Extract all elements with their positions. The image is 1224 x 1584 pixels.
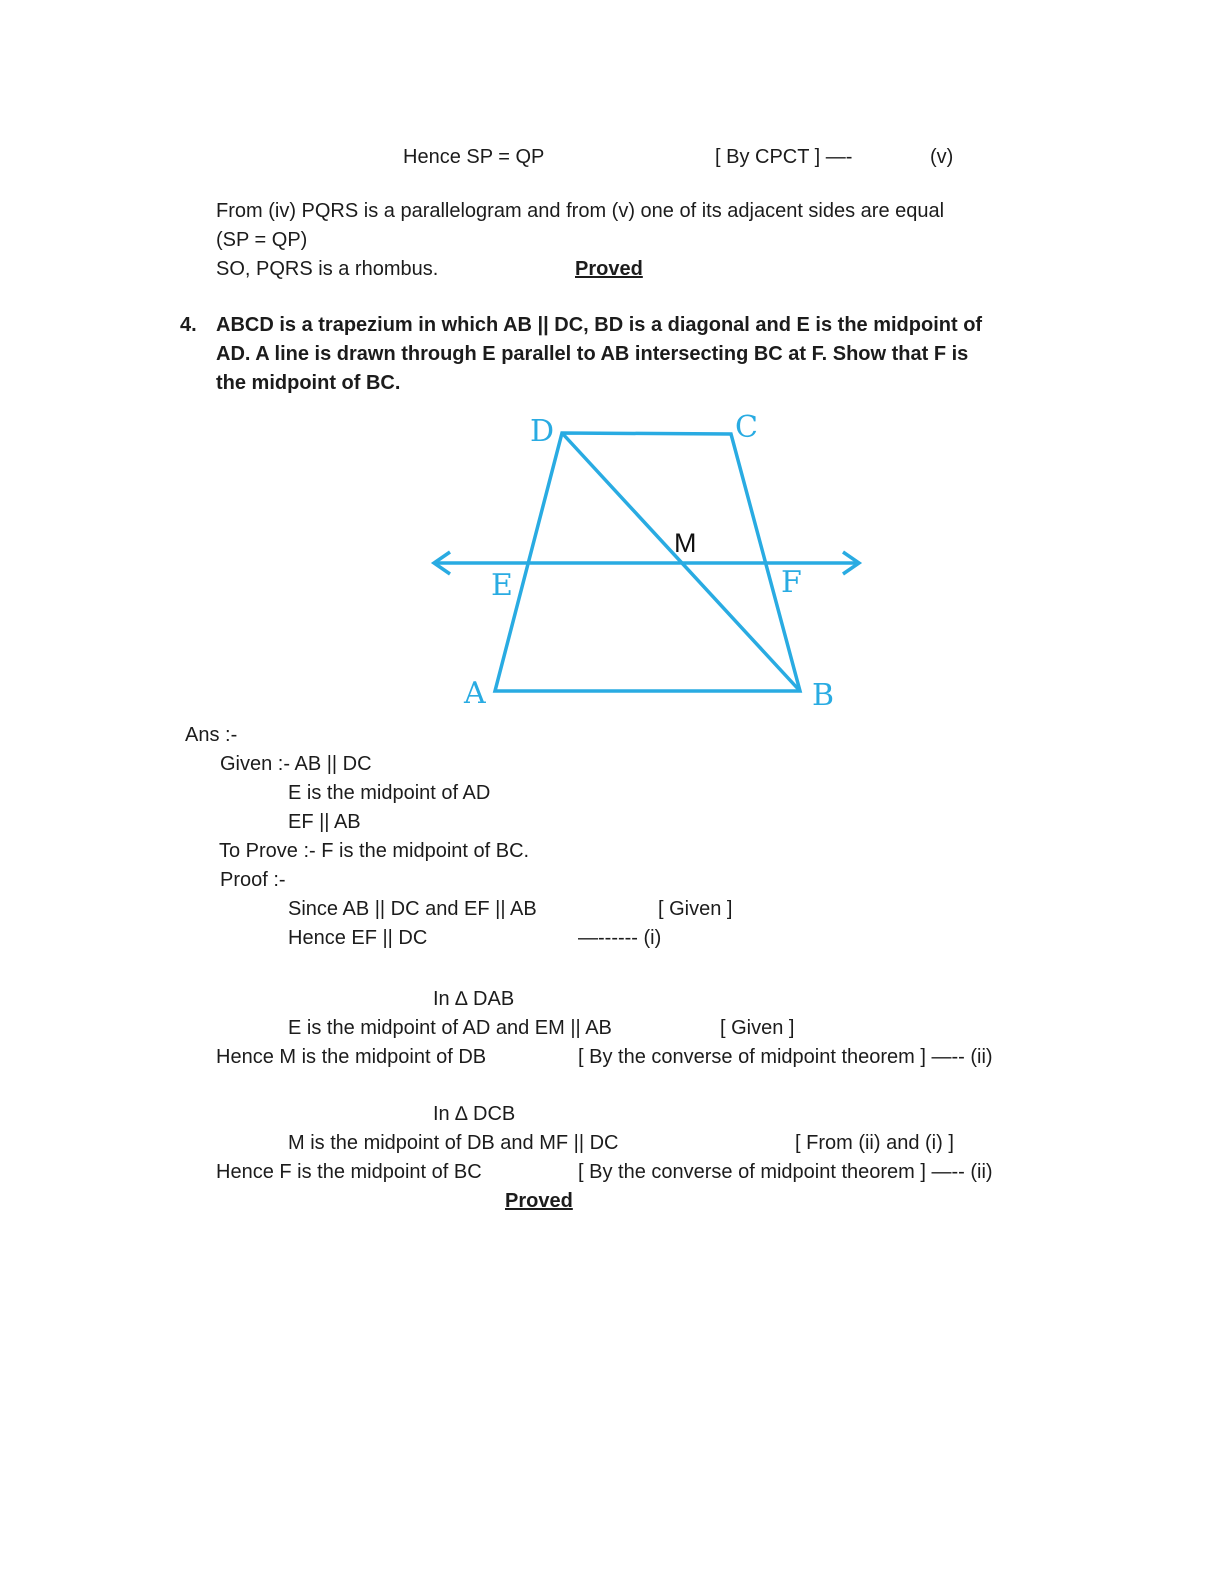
- point-label-m: M: [674, 528, 697, 558]
- question-line1: ABCD is a trapezium in which AB || DC, BD is a diagonal and E is the midpoint of: [216, 314, 983, 336]
- triangle2-heading: In ∆ DCB: [433, 1103, 516, 1125]
- ans-label: Ans :-: [185, 724, 238, 746]
- given-line2: E is the midpoint of AD: [288, 782, 491, 804]
- question-number: 4.: [180, 314, 197, 336]
- proof-step6-text: Hence F is the midpoint of BC: [216, 1161, 482, 1183]
- vertex-label-b: B: [812, 678, 835, 713]
- question-line3: the midpoint of BC.: [216, 372, 401, 394]
- proof-step3-ref: [ Given ]: [720, 1017, 795, 1039]
- vertex-label-c: C: [735, 410, 758, 445]
- given-line3: EF || AB: [288, 811, 361, 833]
- prev-statement: Hence SP = QP: [403, 146, 545, 168]
- proof-step6-ref: [ By the converse of midpoint theorem ] —-- (ii): [578, 1161, 993, 1183]
- point-label-f: F: [781, 565, 802, 600]
- prev-paragraph-line1: From (iv) PQRS is a parallelogram and from (v) one of its adjacent sides are equal: [216, 200, 945, 222]
- prev-proved-label: Proved: [575, 258, 643, 280]
- triangle1-heading: In ∆ DAB: [433, 988, 515, 1010]
- proof-step2-ref: —------ (i): [578, 927, 662, 949]
- proof-step4-text: Hence M is the midpoint of DB: [216, 1046, 487, 1068]
- trapezium-diagram: [415, 395, 880, 715]
- proof-step2-text: Hence EF || DC: [288, 927, 428, 949]
- answer-proved-label: Proved: [505, 1190, 573, 1212]
- question-line2: AD. A line is drawn through E parallel to AB intersecting BC at F. Show that F is: [216, 343, 969, 365]
- proof-step3-text: E is the midpoint of AD and EM || AB: [288, 1017, 612, 1039]
- proof-step4-ref: [ By the converse of midpoint theorem ] —-- (ii): [578, 1046, 993, 1068]
- given-line1: Given :- AB || DC: [220, 753, 372, 775]
- to-prove-line: To Prove :- F is the midpoint of BC.: [219, 840, 530, 862]
- proof-step1-ref: [ Given ]: [658, 898, 733, 920]
- proof-step5-ref: [ From (ii) and (i) ]: [795, 1132, 954, 1154]
- proof-step5-text: M is the midpoint of DB and MF || DC: [288, 1132, 619, 1154]
- proof-label: Proof :-: [220, 869, 286, 891]
- point-label-e: E: [491, 568, 513, 603]
- prev-paragraph-line2: (SP = QP): [216, 229, 308, 251]
- prev-conclusion: SO, PQRS is a rhombus.: [216, 258, 439, 280]
- proof-step1-text: Since AB || DC and EF || AB: [288, 898, 537, 920]
- prev-step-number: (v): [930, 146, 954, 168]
- vertex-label-a: A: [464, 676, 486, 711]
- prev-reason: [ By CPCT ] —-: [715, 146, 853, 168]
- vertex-label-d: D: [530, 414, 555, 449]
